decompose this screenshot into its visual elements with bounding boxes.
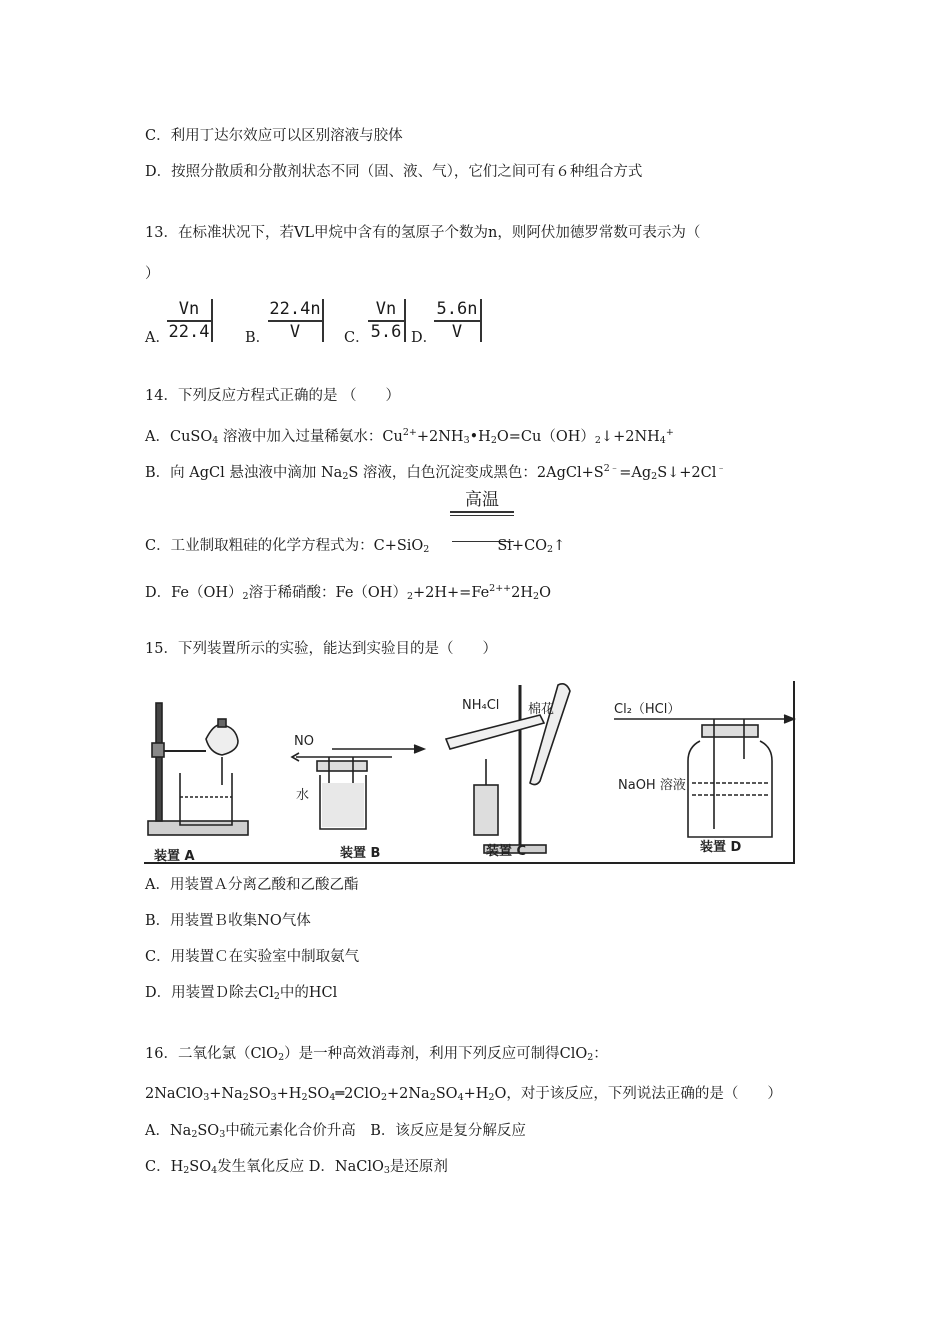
stand-base [148, 821, 248, 835]
collection-tube [530, 684, 570, 785]
water-fill [322, 783, 364, 827]
q14-option-d: D．$Fe(OH)_2$溶于稀硝酸：$Fe(OH)_2+2H+=Fe^{2++}2H_2O$ [145, 583, 551, 602]
apparatus-b [292, 745, 424, 829]
nh4cl-label: NH₄Cl [462, 698, 500, 713]
q15-option-d: D．用装置Ｄ除去$Cl_2$中的HCl [145, 985, 338, 1002]
q12-option-c: C．利用丁达尔效应可以区别溶液与胶体 [145, 128, 403, 144]
cotton-label: 棉花 [528, 702, 555, 717]
q13-option-b-fraction [268, 299, 324, 342]
q13-option-c-denominator: 5.6 [370, 322, 402, 342]
q13-option-d-fraction [434, 299, 482, 342]
q14-option-a: A．CuSO$_4$ 溶液中加入过量稀氨水：$Cu^{2+}+2NH_3•H_2O=Cu(OH)_2↓+2NH_4^+$ [145, 427, 674, 446]
test-tube [446, 715, 544, 749]
figure-label-c: 装置 C [486, 844, 527, 859]
q13-option-b-denominator: V [289, 322, 301, 342]
q16-option-cd: C．$H_2SO_4$发生氧化反应 D．NaClO$_3$是还原剂 [145, 1159, 448, 1176]
q14-option-c: C．工业制取粗硅的化学方程式为：C+SiO$_2$ $Si+CO_2↑$ [145, 538, 566, 555]
figure-label-d: 装置 D [700, 840, 742, 855]
apparatus-a [148, 703, 248, 835]
figure-label-a: 装置 A [154, 849, 195, 864]
q13-option-d-label: D． [411, 330, 438, 346]
q13-option-a-fraction [167, 299, 213, 342]
apparatus-figure [144, 679, 796, 865]
q13-option-c-numerator: Vn [368, 299, 404, 322]
q16-option-ab: A．$Na_2SO_3$中硫元素化合价升高 B．该反应是复分解反应 [145, 1123, 526, 1140]
no-gas-label: NO [294, 734, 314, 749]
q13-option-a-denominator: 22.4 [168, 322, 210, 342]
q13-option-c-fraction [368, 299, 406, 342]
q13-option-a-numerator: Vn [167, 299, 211, 322]
q12-option-d: D．按照分散质和分散剂状态不同（固、液、气），它们之间可有６种组合方式 [145, 164, 643, 180]
q15-stem: 15．下列装置所示的实验，能达到实验目的是（ ） [145, 641, 497, 657]
q16-stem: 16．二氧化氯（ClO$_2$）是一种高效消毒剂，利用下列反应可制得ClO$_2$： [145, 1046, 608, 1063]
q14-reaction-condition [450, 490, 514, 516]
q15-option-c: C．用装置Ｃ在实验室中制取氨气 [145, 949, 360, 965]
high-temperature-label: 高温 [465, 490, 499, 510]
q13-stem-close: ） [145, 266, 160, 282]
q13-option-d-denominator: V [451, 322, 463, 342]
q13-option-a-label: A． [145, 330, 170, 346]
q13-option-c-label: C． [344, 330, 370, 346]
wash-bottle [688, 741, 772, 837]
naoh-solution-label: NaOH 溶液 [618, 778, 686, 793]
q14-option-b: B．向 AgCl 悬浊液中滴加 $Na_2S$ 溶液，白色沉淀变成黑色：$2AgCl+S^{2﹣}=Ag_2S↓+2Cl^﹣$ [145, 463, 726, 482]
apparatus-d [614, 715, 794, 837]
q13-option-d-numerator: 5.6n [434, 299, 480, 322]
beaker [180, 773, 232, 825]
q16-equation: $2NaClO_3+Na_2SO_3+H_2SO_4═2ClO_2+2Na_2SO_4+H_2O$，对于该反应，下列说法正确的是（ ） [145, 1086, 782, 1103]
cl2-hcl-label: Cl₂（HCl） [614, 702, 681, 717]
q13-stem: 13．在标准状况下，若VL甲烷中含有的氢原子个数为n，则阿伏加德罗常数可表示为（ [145, 225, 701, 241]
water-label: 水 [296, 788, 310, 803]
q15-option-b: B．用装置Ｂ收集NO气体 [145, 913, 311, 929]
alcohol-lamp [474, 785, 498, 835]
stand-rod [156, 703, 162, 821]
separatory-funnel [206, 725, 238, 755]
figure-label-b: 装置 B [340, 846, 381, 861]
q13-option-b-label: B． [245, 330, 271, 346]
q15-option-a: A．用装置Ａ分离乙酸和乙酸乙酯 [145, 877, 359, 893]
q13-option-b-numerator: 22.4n [268, 299, 322, 322]
q14-stem: 14．下列反应方程式正确的是 （ ） [145, 388, 401, 404]
